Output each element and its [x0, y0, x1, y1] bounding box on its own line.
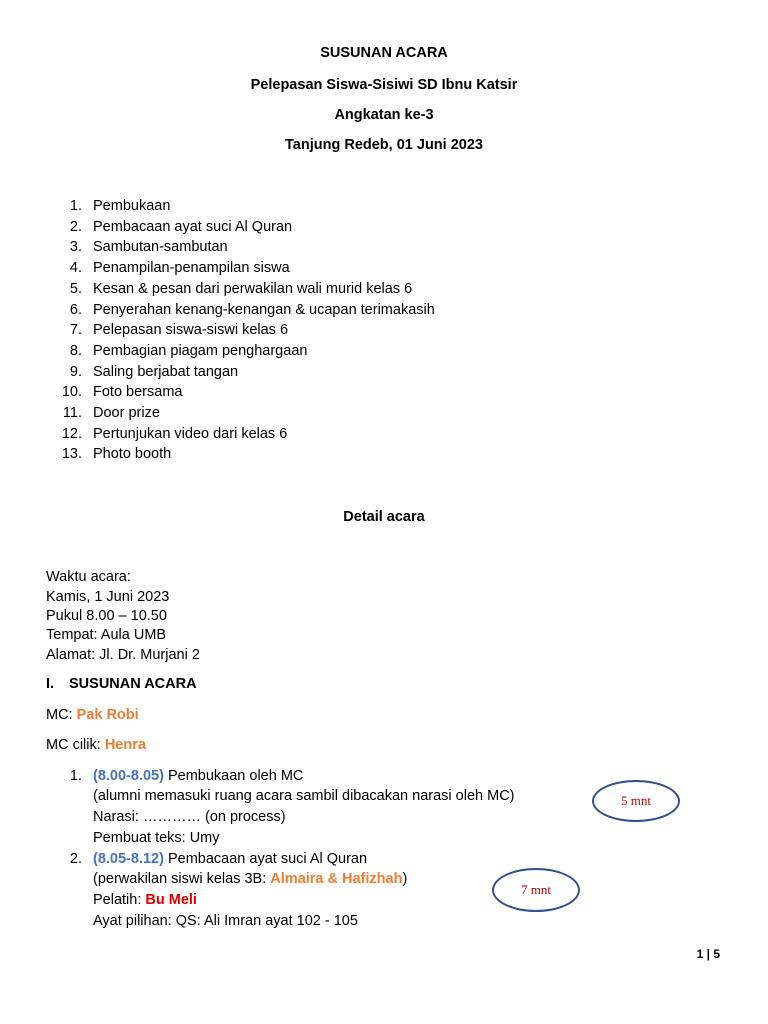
agenda-item: Pembukaan [93, 198, 171, 214]
agenda-item: Foto bersama [93, 384, 183, 400]
item-detail: Ayat pilihan: QS: Ali Imran ayat 102 - 105 [93, 913, 358, 929]
trainer-label: Pelatih: [93, 892, 146, 908]
mc-label: MC: [46, 707, 77, 723]
agenda-item-number: 8. [69, 343, 82, 359]
duration-oval [592, 780, 680, 822]
item-detail [93, 871, 407, 887]
trainer-name: Bu Meli [145, 892, 197, 908]
duration-text: 7 mnt [521, 882, 551, 897]
duration-text: 5 mnt [621, 793, 651, 808]
item-title: Pembukaan oleh MC [163, 768, 304, 784]
agenda-item-number: 11. [62, 405, 82, 421]
item-title-line [93, 768, 303, 784]
agenda-item-number: 7. [69, 322, 82, 338]
detail-line: Kamis, 1 Juni 2023 [46, 589, 170, 605]
detail-heading: Detail acara [343, 509, 425, 525]
agenda-item: Sambutan-sambutan [93, 239, 228, 255]
agenda-item-number: 12. [61, 426, 82, 442]
agenda-item: Photo booth [93, 446, 172, 462]
agenda-item-number: 6. [69, 302, 82, 318]
item-time: (8.00-8.05) [93, 768, 164, 784]
mc-name: Pak Robi [76, 707, 139, 723]
item-detail: Pembuat teks: Umy [93, 830, 220, 846]
place-date: Tanjung Redeb, 01 Juni 2023 [285, 137, 483, 153]
agenda-item: Penyerahan kenang-kenangan & ucapan terimakasih [93, 302, 435, 318]
agenda-item-number: 10. [61, 384, 82, 400]
item-number: 1. [69, 768, 82, 784]
agenda-item: Pelepasan siswa-siswi kelas 6 [93, 322, 289, 338]
mc-line [46, 707, 139, 723]
agenda-item-number: 5. [69, 281, 82, 297]
detail-line: Waktu acara: [46, 569, 131, 585]
section-number: I. [46, 676, 55, 692]
item-detail [93, 892, 197, 908]
item-detail: Narasi: ………… (on process) [93, 809, 286, 825]
agenda-item: Pembagian piagam penghargaan [93, 343, 308, 359]
agenda-item: Pembacaan ayat suci Al Quran [93, 219, 293, 235]
agenda-item-number: 13. [61, 446, 82, 462]
student-names: Almaira & Hafizhah [270, 871, 403, 887]
item-title-line [93, 851, 367, 867]
mc-cilik-name: Henra [104, 737, 146, 753]
item-number: 2. [69, 851, 82, 867]
section-title: SUSUNAN ACARA [69, 676, 197, 692]
item-detail: (alumni memasuki ruang acara sambil dibacakan narasi oleh MC) [93, 788, 515, 804]
agenda-item: Door prize [93, 405, 160, 421]
item-time: (8.05-8.12) [93, 851, 164, 867]
detail-line: Alamat: Jl. Dr. Murjani 2 [46, 647, 200, 663]
duration-oval [492, 868, 580, 912]
agenda-item-number: 4. [69, 260, 82, 276]
mc-cilik-label: MC cilik: [46, 737, 105, 753]
agenda-item-number: 2. [69, 219, 82, 235]
item-detail-suffix: ) [402, 871, 408, 887]
page-number: 1 | 5 [696, 947, 720, 961]
batch-label: Angkatan ke-3 [334, 107, 434, 123]
agenda-item: Saling berjabat tangan [93, 364, 239, 380]
document-subtitle: Pelepasan Siswa-Sisiwi SD Ibnu Katsir [250, 77, 518, 93]
item-detail-prefix: (perwakilan siswi kelas 3B: [93, 871, 271, 887]
item-title: Pembacaan ayat suci Al Quran [163, 851, 368, 867]
agenda-item-number: 9. [69, 364, 82, 380]
mc-cilik-line [46, 737, 146, 753]
detail-line: Pukul 8.00 – 10.50 [46, 608, 167, 624]
document-title: SUSUNAN ACARA [320, 45, 448, 61]
agenda-item: Pertunjukan video dari kelas 6 [93, 426, 288, 442]
agenda-item-number: 1. [69, 198, 82, 214]
agenda-item: Kesan & pesan dari perwakilan wali murid kelas 6 [93, 281, 413, 297]
agenda-item-number: 3. [69, 239, 82, 255]
agenda-item: Penampilan-penampilan siswa [93, 260, 290, 276]
detail-line: Tempat: Aula UMB [46, 627, 167, 643]
